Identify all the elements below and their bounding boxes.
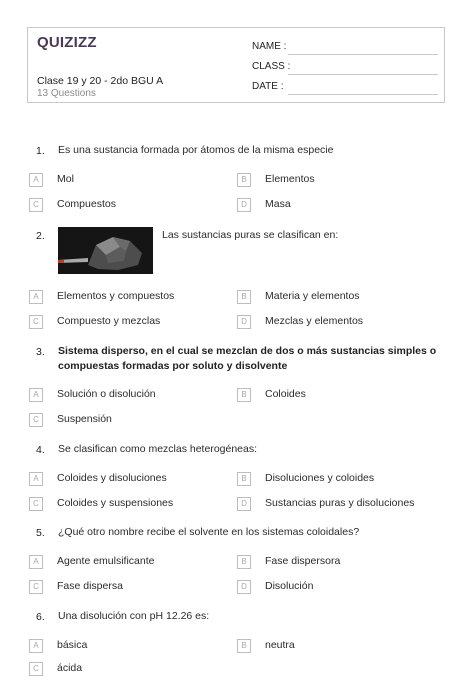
question-5-text: ¿Qué otro nombre recibe el solvente en los sistemas coloidales? <box>58 526 360 538</box>
option-text: Coloides y suspensiones <box>57 497 174 509</box>
question-3-number: 3. <box>36 346 45 358</box>
option-text: básica <box>57 639 88 651</box>
option-text: Coloides <box>265 388 306 400</box>
option-text: Elementos <box>265 173 315 185</box>
option-letter: A <box>29 555 43 569</box>
date-label: DATE : <box>252 81 284 92</box>
option-text: Disolución <box>265 580 314 592</box>
name-field[interactable] <box>252 41 438 55</box>
question-3-text-line-1: Sistema disperso, en el cual se mezclan de dos o más sustancias simples o <box>58 345 437 357</box>
option-letter: A <box>29 290 43 304</box>
option-letter: C <box>29 497 43 511</box>
option-text: Sustancias puras y disoluciones <box>265 497 415 509</box>
question-2-text: Las sustancias puras se clasifican en: <box>162 229 339 241</box>
option-text: Fase dispersora <box>265 555 341 567</box>
date-field[interactable] <box>252 81 438 95</box>
option-text: Mezclas y elementos <box>265 315 364 327</box>
option-letter: A <box>29 388 43 402</box>
option-letter: B <box>237 555 251 569</box>
name-line <box>288 54 438 55</box>
question-3-text-line-2: compuestas formadas por soluto y disolvente <box>58 360 288 372</box>
option-letter: D <box>237 198 251 212</box>
option-letter: A <box>29 472 43 486</box>
question-5-number: 5. <box>36 527 45 539</box>
question-6-text: Una disolución con pH 12.26 es: <box>58 610 210 622</box>
option-text: ácida <box>57 662 83 674</box>
option-text: Mol <box>57 173 74 185</box>
option-letter: B <box>237 388 251 402</box>
option-letter: B <box>237 173 251 187</box>
option-letter: D <box>237 580 251 594</box>
option-text: Disoluciones y coloides <box>265 472 375 484</box>
option-letter: C <box>29 580 43 594</box>
option-text: Masa <box>265 198 291 210</box>
question-1-number: 1. <box>36 145 45 157</box>
option-letter: B <box>237 472 251 486</box>
question-6-number: 6. <box>36 611 45 623</box>
option-text: neutra <box>265 639 295 651</box>
option-text: Compuestos <box>57 198 116 210</box>
option-letter: B <box>237 290 251 304</box>
option-text: Fase dispersa <box>57 580 123 592</box>
option-letter: C <box>29 198 43 212</box>
question-1-text: Es una sustancia formada por átomos de la misma especie <box>58 144 334 156</box>
date-line <box>288 94 438 95</box>
worksheet-header <box>27 27 445 103</box>
name-label: NAME : <box>252 41 287 52</box>
option-letter: A <box>29 639 43 653</box>
option-text: Compuesto y mezclas <box>57 315 161 327</box>
class-label: CLASS : <box>252 61 291 72</box>
option-text: Elementos y compuestos <box>57 290 175 302</box>
option-letter: C <box>29 315 43 329</box>
option-letter: A <box>29 173 43 187</box>
question-4-number: 4. <box>36 444 45 456</box>
option-letter: B <box>237 639 251 653</box>
option-text: Agente emulsificante <box>57 555 155 567</box>
option-text: Solución o disolución <box>57 388 156 400</box>
option-text: Suspensión <box>57 413 112 425</box>
worksheet-title: Clase 19 y 20 - 2do BGU A <box>37 75 164 87</box>
class-field[interactable] <box>252 61 438 75</box>
question-4-text: Se clasifican como mezclas heterogéneas: <box>58 443 258 455</box>
rock-image <box>58 227 153 274</box>
option-letter: D <box>237 497 251 511</box>
option-text: Materia y elementos <box>265 290 360 302</box>
question-2-number: 2. <box>36 230 45 242</box>
quizizz-logo: QUIZIZZ <box>37 34 97 51</box>
option-text: Coloides y disoluciones <box>57 472 167 484</box>
question-count: 13 Questions <box>37 88 96 99</box>
class-line <box>288 74 438 75</box>
option-letter: C <box>29 662 43 676</box>
option-letter: D <box>237 315 251 329</box>
option-letter: C <box>29 413 43 427</box>
rock-illustration <box>58 227 153 274</box>
